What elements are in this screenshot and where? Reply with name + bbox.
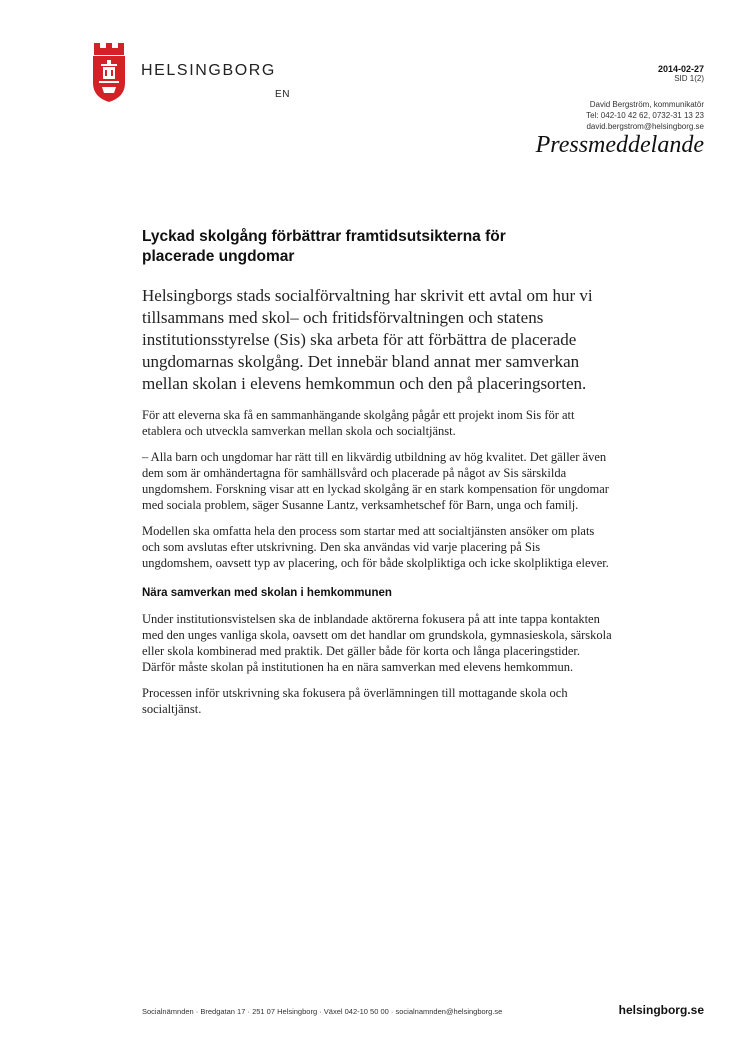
footer-website-link[interactable]: helsingborg.se <box>618 1003 704 1017</box>
article-headline: Lyckad skolgång förbättrar framtidsutsikterna för placerade ungdomar <box>142 228 506 265</box>
document-type: Pressmeddelande <box>535 132 704 158</box>
contact-phone: Tel: 042-10 42 62, 0732-31 13 23 <box>586 111 704 120</box>
city-crest-icon <box>92 43 126 103</box>
org-subtitle: EN <box>275 89 291 100</box>
contact-name: David Bergström, kommunikatör <box>589 100 704 109</box>
body-paragraph: För att eleverna ska få en sammanhängande skolgång pågår ett projekt inom Sis för att etablera och utveckla samverkan mellan skola och socialtjänst. <box>142 408 575 438</box>
org-name: HELSINGBORG <box>141 62 276 79</box>
contact-email[interactable]: david.bergstrom@helsingborg.se <box>586 122 704 131</box>
footer-address: Socialnämnden · Bredgatan 17 · 251 07 Helsingborg · Växel 042-10 50 00 · socialnamnden@helsingborg.se <box>142 1007 503 1016</box>
body-paragraph: Under institutionsvistelsen ska de inblandade aktörerna fokusera på att inte tappa kontakten med den unges vanliga skola, oavsett om det handlar om grundskola, gymnasieskola, särskola eller skola kombinerad med praktik. Det gäller både för korta och långa placeringstider. Därför måste skolan på institutionen ha en nära samverkan med elevens hemkommun. <box>142 612 612 674</box>
document-meta <box>658 64 704 84</box>
section-subheading: Nära samverkan med skolan i hemkommunen <box>142 587 392 599</box>
document-date: 2014-02-27 <box>657 64 704 74</box>
page-number: SID 1(2) <box>674 74 704 83</box>
article-lead: Helsingborgs stads socialförvaltning har skrivit ett avtal om hur vi tillsammans med skol– och fritidsförvaltningen och statens institutionsstyrelse (Sis) ska arbeta för att förbättra de placerade ungdomarnas skolgång. Det innebär bland annat mer samverkan mellan skolan i elevens hemkommun och den på placeringsorten. <box>142 286 593 393</box>
body-paragraph: Modellen ska omfatta hela den process som startar med att socialtjänsten ansöker om plats och som avslutas efter utskrivning. Den ska användas vid varje placering på Sis ungdomshem, oavsett typ av placering, och för både skolpliktiga och icke skolpliktiga elever. <box>142 524 609 570</box>
body-paragraph: Processen inför utskrivning ska fokusera på överlämningen till mottagande skola och socialtjänst. <box>142 686 568 716</box>
article-body <box>142 407 612 727</box>
body-paragraph: – Alla barn och ungdomar har rätt till en likvärdig utbildning av hög kvalitet. Det gäller även dem som är omhändertagna för samhällsvård och placerade på något av Sis särskilda ungdomshem. Forskning visar att en lyckad skolgång är en stark kompensation för ungdomar med sociala problem, säger Susanne Lantz, verksamhetschef för Barn, unga och familj. <box>142 450 609 512</box>
contact-block <box>586 99 704 132</box>
